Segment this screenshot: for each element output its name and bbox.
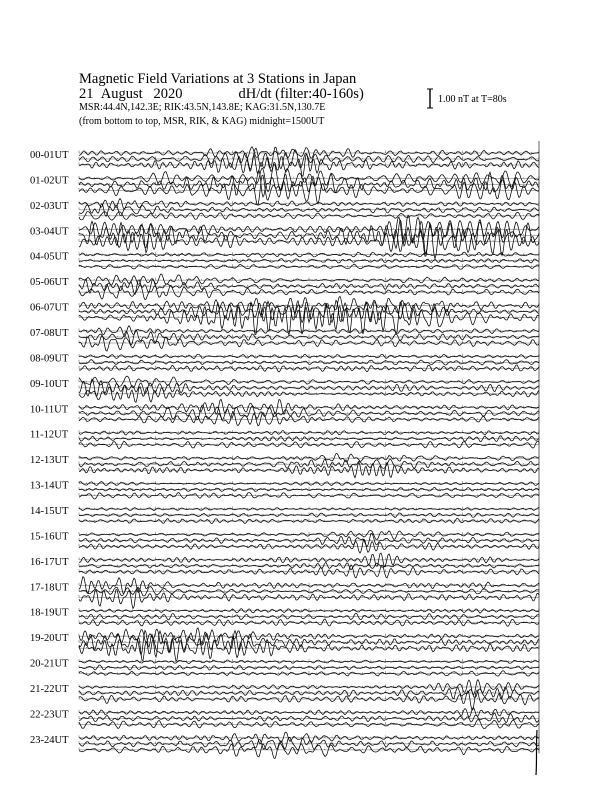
minute-ticks: [79, 252, 539, 267]
hour-label: 05-06UT: [30, 277, 69, 289]
trace-rik: [79, 220, 539, 254]
scale-bar: [427, 89, 433, 108]
hour-label: 00-01UT: [30, 150, 69, 161]
hour-label: 03-04UT: [30, 226, 69, 238]
stations-line: MSR:44.4N,142.3E; RIK:43.5N,143.8E; KAG:31.5N,130.7E: [79, 102, 326, 113]
hour-label: 04-05UT: [30, 251, 69, 263]
hour-label: 12-13UT: [30, 455, 69, 467]
scale-bar-label: 1.00 nT at T=80s: [438, 94, 507, 105]
hour-label: 19-20UT: [30, 633, 69, 645]
date-month: August: [100, 86, 143, 102]
hour-label: 10-11UT: [30, 404, 69, 416]
hour-label: 09-10UT: [30, 378, 69, 390]
hour-label: 23-24UT: [30, 734, 69, 746]
hour-label: 07-08UT: [30, 328, 69, 339]
hour-label: 08-09UT: [30, 353, 69, 365]
hour-label: 01-02UT: [30, 175, 69, 187]
chart-title: Magnetic Field Variations at 3 Stations in Japan: [79, 71, 357, 87]
trace-msr: [79, 743, 539, 758]
hour-label: 14-15UT: [30, 506, 69, 517]
quantity-label: dH/dt (filter:40-160s): [238, 86, 364, 102]
hour-labels: [30, 150, 69, 746]
hour-label: 11-12UT: [30, 429, 69, 441]
hour-label: 16-17UT: [30, 556, 69, 568]
date-day: 21: [79, 86, 94, 102]
hour-label: 17-18UT: [30, 582, 69, 594]
end-spike: [536, 730, 537, 775]
hour-label: 06-07UT: [30, 302, 69, 314]
hour-label: 15-16UT: [30, 531, 69, 543]
hour-label: 21-22UT: [30, 684, 69, 695]
minute-ticks: [79, 176, 539, 191]
hour-label: 02-03UT: [30, 200, 69, 212]
order-note: (from bottom to top, MSR, RIK, & KAG) midnight=1500UT: [79, 116, 325, 127]
hour-label: 22-23UT: [30, 709, 69, 721]
date-year: 2020: [153, 86, 183, 102]
hour-label: 18-19UT: [30, 607, 69, 619]
hour-label: 13-14UT: [30, 480, 69, 492]
minute-ticks: [79, 685, 539, 700]
hour-label: 20-21UT: [30, 658, 69, 670]
